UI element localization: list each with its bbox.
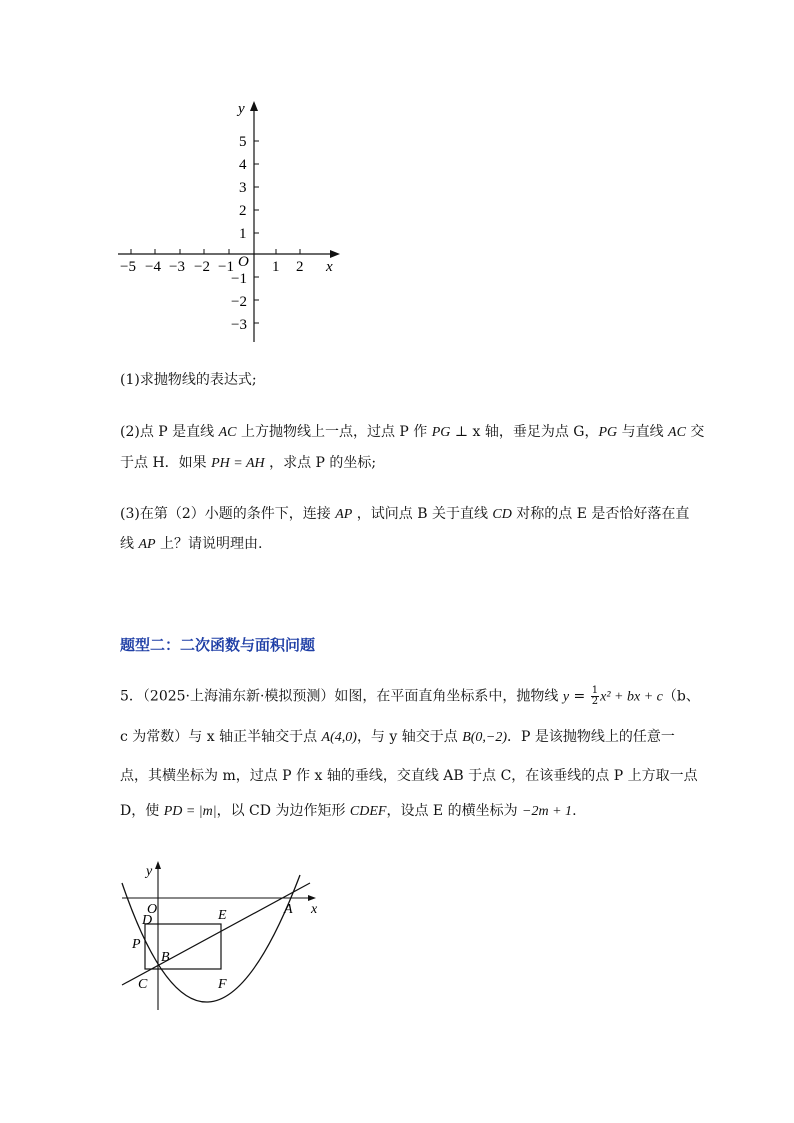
rectangle-cdef: CDEF [349,804,387,819]
q4-part2-line2 [120,456,680,471]
q5-line4 [120,804,680,819]
segment-ap: AP [138,537,156,552]
fraction-numerator: 1 [591,685,599,696]
fraction-denominator: 2 [591,696,599,707]
fig5-label-b: B [161,950,170,965]
q4-part2-text: 上方抛物线上一点，过点 P 作 [236,424,432,440]
q4-part3-text: 线 [120,536,139,552]
q5-text: 5．（2025·上海浦东新·模拟预测）如图，在平面直角坐标系中，抛物线 [120,688,563,705]
fraction-one-half [591,686,599,707]
segment-ap: AP [335,507,353,522]
q4-part2-text: (2)点 P 是直线 [120,424,219,440]
segment-pg: PG [598,425,618,440]
fig5-y-axis-arrow [155,861,161,869]
q5-figure [110,855,340,1015]
q4-part2-text: 交 [685,424,705,440]
x-tick-label: −2 [194,259,210,275]
y-tick-label: 2 [239,203,247,219]
q4-part3-line1 [120,506,690,522]
fig5-label-a: A [284,902,293,917]
x-tick-label: −1 [218,259,234,275]
q4-part3-text: (3)在第（2）小题的条件下，连接 [120,506,336,522]
fig5-label-f: F [218,977,227,992]
y-tick-label: 3 [239,180,247,196]
x-tick-label: 1 [272,259,280,275]
fig5-label-o: O [147,902,158,917]
q5-line2 [120,730,680,745]
q5-text: D，使 [120,803,164,819]
fig5-label-c: C [138,977,148,992]
line-cd: CD [492,507,512,522]
x-axis-arrow [330,250,340,258]
y-axis-arrow [250,101,258,111]
q4-part2-text: 于点 H．如果 [120,455,212,471]
fig5-label-p: P [132,937,141,952]
q4-part3-text: 对称的点 E 是否恰好落在直 [511,506,690,522]
segment-pg: PG [431,425,451,440]
y-tick-label: 4 [239,157,247,173]
q5-line1 [120,685,700,707]
q4-part3-text: 上？请说明理由. [155,536,263,552]
section-heading: 题型二：二次函数与面积问题 [120,636,316,654]
q5-text: ，以 CD 为边作矩形 [216,803,350,819]
y-tick-label: −3 [231,317,247,333]
q5-text: ，设点 E 的横坐标为 [386,803,523,819]
q5-text: 点，其横坐标为 m，过点 P 作 x 轴的垂线，交直线 AB 于点 C，在该垂线的点 P 上方取一点 [120,768,698,784]
q5-text: ．P 是该抛物线上的任意一 [507,729,675,745]
q4-part2-text: ⊥ x 轴，垂足为点 G， [450,424,599,440]
q5-text: c 为常数）与 x 轴正半轴交于点 [120,729,322,745]
fig5-label-d: D [142,913,153,928]
x-tick-label: −5 [120,259,136,275]
y-tick-label: −1 [231,271,247,287]
point-b-coords: B(0,−2) [462,730,508,745]
q5-text: . [572,803,577,819]
q4-part3-text: ，试问点 B 关于直线 [352,506,493,522]
q4-part2-text: 与直线 [617,424,669,440]
q5-text: ，与 y 轴交于点 [356,729,463,745]
y-tick-label: −2 [231,294,247,310]
x-tick-label: −4 [145,259,161,275]
q4-part3-line2 [120,537,680,552]
q4-part1-text: (1)求抛物线的表达式; [120,372,257,388]
q5-line3 [120,768,698,784]
coordinate-plane-figure [110,95,350,345]
equation-pd-abs-m: PD = |m| [163,804,217,819]
parabola-eq: = [569,688,590,705]
x-tick-label: 2 [296,259,304,275]
y-tick-label: 1 [239,226,247,242]
q4-part2-line1 [120,424,705,440]
expression-e-x: −2m + 1 [522,804,573,819]
fig5-label-y: y [146,864,153,879]
x-axis-label: x [326,259,333,275]
equation-ph-ah: PH = AH [211,456,265,471]
fig5-label-e: E [218,908,227,923]
origin-label: O [238,254,249,270]
q5-text: （b、 [662,688,700,705]
fig5-x-axis-arrow [308,895,316,901]
line-ac: AC [668,425,686,440]
line-ac: AC [218,425,237,440]
x-tick-label: −3 [169,259,185,275]
y-tick-label: 5 [239,134,247,150]
fig5-label-x: x [311,902,318,917]
point-a-coords: A(4,0) [321,730,357,745]
parabola-eq-rest: x² + bx + c [600,689,663,705]
parabola-y: y [562,689,570,705]
parabola-curve [122,875,300,1002]
q4-part2-text: ，求点 P 的坐标; [264,455,377,471]
y-axis-label: y [238,101,245,117]
q4-part1 [120,373,680,387]
